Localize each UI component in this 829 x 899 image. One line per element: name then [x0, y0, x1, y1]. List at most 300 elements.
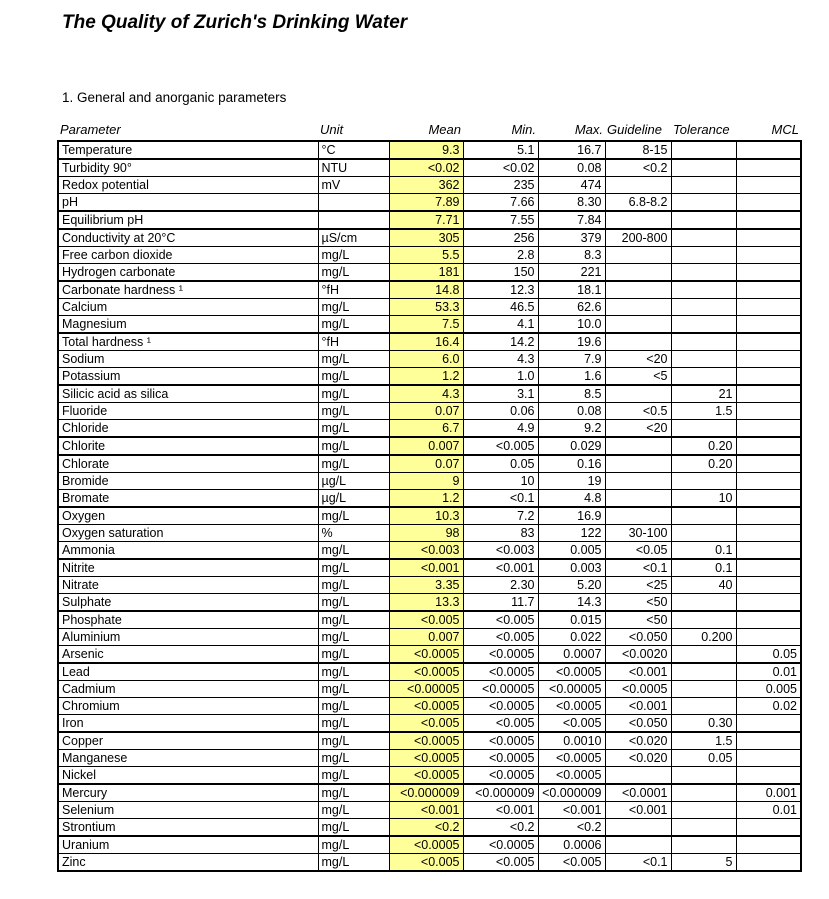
- cell-unit: mg/L: [318, 437, 389, 455]
- cell-unit: mg/L: [318, 594, 389, 612]
- cell-tolerance: 5: [671, 854, 736, 872]
- column-header-min: Min.: [511, 122, 536, 137]
- cell-tolerance: [671, 299, 736, 316]
- cell-mcl: [736, 767, 801, 785]
- cell-parameter: Calcium: [58, 299, 318, 316]
- cell-unit: mg/L: [318, 351, 389, 368]
- cell-min: 7.55: [463, 211, 538, 229]
- cell-mean: 0.007: [389, 629, 463, 646]
- cell-guideline: [605, 473, 671, 490]
- cell-mcl: [736, 368, 801, 386]
- cell-unit: mg/L: [318, 732, 389, 750]
- table-row: [58, 611, 801, 629]
- cell-guideline: [605, 490, 671, 508]
- cell-mean: <0.0005: [389, 767, 463, 785]
- table-row: [58, 159, 801, 177]
- cell-mean: <0.005: [389, 854, 463, 872]
- cell-parameter: Chromium: [58, 698, 318, 715]
- cell-guideline: <0.1: [605, 559, 671, 577]
- cell-mean: <0.00005: [389, 681, 463, 698]
- cell-parameter: Oxygen saturation: [58, 525, 318, 542]
- cell-max: 9.2: [538, 420, 605, 438]
- cell-tolerance: [671, 802, 736, 819]
- cell-parameter: Aluminium: [58, 629, 318, 646]
- table-row: [58, 211, 801, 229]
- cell-unit: mg/L: [318, 767, 389, 785]
- cell-mean: 3.35: [389, 577, 463, 594]
- cell-guideline: [605, 247, 671, 264]
- cell-tolerance: [671, 229, 736, 247]
- cell-mcl: [736, 141, 801, 159]
- column-header-parameter: Parameter: [60, 122, 121, 137]
- table-row: [58, 629, 801, 646]
- cell-mcl: [736, 437, 801, 455]
- cell-mean: 98: [389, 525, 463, 542]
- cell-mcl: 0.001: [736, 784, 801, 802]
- cell-guideline: [605, 211, 671, 229]
- cell-tolerance: [671, 316, 736, 334]
- cell-mean: <0.0005: [389, 750, 463, 767]
- cell-guideline: <0.020: [605, 750, 671, 767]
- cell-guideline: <0.2: [605, 159, 671, 177]
- cell-min: 4.9: [463, 420, 538, 438]
- cell-parameter: Carbonate hardness ¹: [58, 281, 318, 299]
- table-row: [58, 802, 801, 819]
- cell-guideline: <0.5: [605, 403, 671, 420]
- table-row: [58, 542, 801, 560]
- cell-max: 16.7: [538, 141, 605, 159]
- cell-min: <0.001: [463, 802, 538, 819]
- cell-parameter: Lead: [58, 663, 318, 681]
- cell-guideline: [605, 767, 671, 785]
- cell-guideline: <25: [605, 577, 671, 594]
- table-row: [58, 854, 801, 872]
- cell-unit: mg/L: [318, 403, 389, 420]
- cell-mean: <0.000009: [389, 784, 463, 802]
- cell-max: 0.015: [538, 611, 605, 629]
- cell-guideline: [605, 455, 671, 473]
- cell-mean: 0.007: [389, 437, 463, 455]
- table-row: [58, 455, 801, 473]
- table-row: [58, 264, 801, 282]
- cell-max: 10.0: [538, 316, 605, 334]
- cell-parameter: Manganese: [58, 750, 318, 767]
- table-row: [58, 577, 801, 594]
- cell-unit: mg/L: [318, 784, 389, 802]
- cell-guideline: [605, 299, 671, 316]
- cell-mean: <0.2: [389, 819, 463, 837]
- cell-min: 235: [463, 177, 538, 194]
- cell-unit: [318, 211, 389, 229]
- cell-guideline: <0.0001: [605, 784, 671, 802]
- cell-guideline: [605, 316, 671, 334]
- column-header-guideline: Guideline: [607, 122, 662, 137]
- table-row: [58, 784, 801, 802]
- cell-unit: °C: [318, 141, 389, 159]
- cell-min: 0.05: [463, 455, 538, 473]
- cell-min: 150: [463, 264, 538, 282]
- cell-mcl: [736, 299, 801, 316]
- cell-min: <0.005: [463, 715, 538, 733]
- cell-parameter: Chlorite: [58, 437, 318, 455]
- cell-guideline: [605, 819, 671, 837]
- cell-min: <0.005: [463, 611, 538, 629]
- cell-mean: 1.2: [389, 368, 463, 386]
- cell-mcl: [736, 732, 801, 750]
- cell-mcl: 0.02: [736, 698, 801, 715]
- cell-unit: mg/L: [318, 629, 389, 646]
- cell-tolerance: [671, 594, 736, 612]
- table-row: [58, 559, 801, 577]
- cell-max: 7.9: [538, 351, 605, 368]
- cell-parameter: Nitrite: [58, 559, 318, 577]
- section-heading: 1. General and anorganic parameters: [62, 90, 287, 105]
- cell-max: 0.003: [538, 559, 605, 577]
- cell-mcl: 0.01: [736, 663, 801, 681]
- table-row: [58, 732, 801, 750]
- cell-unit: mg/L: [318, 542, 389, 560]
- cell-max: <0.000009: [538, 784, 605, 802]
- cell-mean: 53.3: [389, 299, 463, 316]
- cell-guideline: <50: [605, 594, 671, 612]
- cell-guideline: <0.001: [605, 663, 671, 681]
- cell-mcl: [736, 247, 801, 264]
- cell-parameter: Magnesium: [58, 316, 318, 334]
- cell-parameter: Copper: [58, 732, 318, 750]
- cell-tolerance: [671, 194, 736, 212]
- cell-max: 5.20: [538, 577, 605, 594]
- cell-unit: mg/L: [318, 715, 389, 733]
- cell-parameter: Chlorate: [58, 455, 318, 473]
- table-row: [58, 385, 801, 403]
- cell-unit: µS/cm: [318, 229, 389, 247]
- cell-parameter: Arsenic: [58, 646, 318, 664]
- cell-max: 19: [538, 473, 605, 490]
- cell-max: 0.08: [538, 403, 605, 420]
- cell-tolerance: [671, 525, 736, 542]
- cell-mcl: [736, 542, 801, 560]
- cell-tolerance: [671, 177, 736, 194]
- cell-min: 46.5: [463, 299, 538, 316]
- table-body: [58, 141, 801, 871]
- cell-mean: <0.005: [389, 611, 463, 629]
- cell-min: <0.005: [463, 629, 538, 646]
- cell-min: <0.0005: [463, 663, 538, 681]
- cell-parameter: Iron: [58, 715, 318, 733]
- cell-mean: 1.2: [389, 490, 463, 508]
- cell-min: 2.8: [463, 247, 538, 264]
- cell-mcl: [736, 629, 801, 646]
- cell-mcl: [736, 403, 801, 420]
- cell-parameter: Total hardness ¹: [58, 333, 318, 351]
- cell-guideline: [605, 836, 671, 854]
- cell-min: 7.2: [463, 507, 538, 525]
- cell-mcl: [736, 177, 801, 194]
- cell-min: 14.2: [463, 333, 538, 351]
- cell-min: <0.003: [463, 542, 538, 560]
- cell-tolerance: [671, 368, 736, 386]
- cell-tolerance: 1.5: [671, 732, 736, 750]
- cell-min: 5.1: [463, 141, 538, 159]
- cell-tolerance: [671, 247, 736, 264]
- cell-unit: mg/L: [318, 455, 389, 473]
- cell-min: 83: [463, 525, 538, 542]
- cell-guideline: [605, 333, 671, 351]
- cell-mcl: [736, 559, 801, 577]
- cell-unit: µg/L: [318, 490, 389, 508]
- cell-tolerance: [671, 264, 736, 282]
- cell-unit: mg/L: [318, 698, 389, 715]
- cell-mcl: [736, 264, 801, 282]
- cell-parameter: Phosphate: [58, 611, 318, 629]
- cell-unit: mg/L: [318, 385, 389, 403]
- cell-unit: mg/L: [318, 836, 389, 854]
- cell-max: 16.9: [538, 507, 605, 525]
- parameters-table: [57, 122, 802, 872]
- table-row: [58, 750, 801, 767]
- cell-parameter: Chloride: [58, 420, 318, 438]
- table-row: [58, 698, 801, 715]
- cell-parameter: Mercury: [58, 784, 318, 802]
- cell-guideline: <20: [605, 420, 671, 438]
- cell-mean: <0.005: [389, 715, 463, 733]
- cell-unit: mg/L: [318, 646, 389, 664]
- cell-min: 10: [463, 473, 538, 490]
- cell-max: 0.005: [538, 542, 605, 560]
- cell-guideline: 200-800: [605, 229, 671, 247]
- cell-mcl: 0.01: [736, 802, 801, 819]
- cell-tolerance: 0.1: [671, 542, 736, 560]
- cell-mcl: [736, 385, 801, 403]
- cell-parameter: Bromate: [58, 490, 318, 508]
- cell-mcl: [736, 819, 801, 837]
- cell-max: 0.022: [538, 629, 605, 646]
- cell-min: 4.1: [463, 316, 538, 334]
- cell-guideline: [605, 437, 671, 455]
- cell-min: <0.0005: [463, 750, 538, 767]
- cell-unit: mV: [318, 177, 389, 194]
- cell-guideline: [605, 264, 671, 282]
- cell-tolerance: 21: [671, 385, 736, 403]
- cell-max: <0.2: [538, 819, 605, 837]
- cell-min: <0.0005: [463, 646, 538, 664]
- cell-parameter: Nickel: [58, 767, 318, 785]
- cell-tolerance: 0.200: [671, 629, 736, 646]
- cell-mean: 6.7: [389, 420, 463, 438]
- cell-tolerance: 0.1: [671, 559, 736, 577]
- cell-guideline: <0.020: [605, 732, 671, 750]
- cell-tolerance: 10: [671, 490, 736, 508]
- cell-mcl: [736, 525, 801, 542]
- cell-max: 379: [538, 229, 605, 247]
- table-row: [58, 368, 801, 386]
- cell-unit: mg/L: [318, 247, 389, 264]
- cell-parameter: Bromide: [58, 473, 318, 490]
- cell-parameter: Turbidity 90°: [58, 159, 318, 177]
- cell-min: <0.005: [463, 437, 538, 455]
- parameters-table-container: [57, 122, 802, 872]
- cell-guideline: 6.8-8.2: [605, 194, 671, 212]
- table-row: [58, 663, 801, 681]
- cell-max: 221: [538, 264, 605, 282]
- cell-guideline: <5: [605, 368, 671, 386]
- cell-tolerance: [671, 159, 736, 177]
- cell-tolerance: [671, 281, 736, 299]
- cell-unit: mg/L: [318, 559, 389, 577]
- cell-tolerance: 1.5: [671, 403, 736, 420]
- cell-unit: mg/L: [318, 750, 389, 767]
- table-row: [58, 194, 801, 212]
- cell-max: <0.001: [538, 802, 605, 819]
- cell-parameter: Ammonia: [58, 542, 318, 560]
- table-row: [58, 333, 801, 351]
- cell-mean: 9.3: [389, 141, 463, 159]
- cell-mean: 13.3: [389, 594, 463, 612]
- cell-mcl: [736, 455, 801, 473]
- cell-max: 0.029: [538, 437, 605, 455]
- cell-parameter: Strontium: [58, 819, 318, 837]
- table-row: [58, 403, 801, 420]
- cell-mean: 7.89: [389, 194, 463, 212]
- cell-guideline: <0.1: [605, 854, 671, 872]
- cell-max: 0.0007: [538, 646, 605, 664]
- cell-guideline: [605, 177, 671, 194]
- cell-unit: mg/L: [318, 802, 389, 819]
- cell-max: 14.3: [538, 594, 605, 612]
- cell-min: 1.0: [463, 368, 538, 386]
- cell-mean: 4.3: [389, 385, 463, 403]
- cell-mean: <0.001: [389, 559, 463, 577]
- cell-parameter: Nitrate: [58, 577, 318, 594]
- cell-tolerance: 40: [671, 577, 736, 594]
- table-row: [58, 715, 801, 733]
- cell-mean: <0.0005: [389, 732, 463, 750]
- cell-mean: 5.5: [389, 247, 463, 264]
- cell-tolerance: [671, 784, 736, 802]
- cell-tolerance: [671, 351, 736, 368]
- cell-max: 0.0006: [538, 836, 605, 854]
- cell-max: 62.6: [538, 299, 605, 316]
- cell-min: <0.1: [463, 490, 538, 508]
- cell-unit: mg/L: [318, 663, 389, 681]
- cell-guideline: <0.050: [605, 629, 671, 646]
- cell-max: 0.16: [538, 455, 605, 473]
- cell-unit: mg/L: [318, 316, 389, 334]
- cell-parameter: Redox potential: [58, 177, 318, 194]
- cell-mcl: [736, 229, 801, 247]
- cell-unit: [318, 194, 389, 212]
- cell-min: <0.02: [463, 159, 538, 177]
- cell-min: 2.30: [463, 577, 538, 594]
- table-row: [58, 681, 801, 698]
- cell-parameter: Fluoride: [58, 403, 318, 420]
- cell-tolerance: [671, 646, 736, 664]
- table-row: [58, 646, 801, 664]
- table-header-row: [58, 122, 801, 141]
- cell-max: <0.0005: [538, 663, 605, 681]
- cell-guideline: [605, 281, 671, 299]
- cell-max: 474: [538, 177, 605, 194]
- cell-mean: 10.3: [389, 507, 463, 525]
- cell-parameter: Selenium: [58, 802, 318, 819]
- cell-mean: 181: [389, 264, 463, 282]
- cell-mean: <0.0005: [389, 646, 463, 664]
- cell-guideline: <0.050: [605, 715, 671, 733]
- cell-max: 8.3: [538, 247, 605, 264]
- cell-mcl: [736, 836, 801, 854]
- cell-tolerance: 0.05: [671, 750, 736, 767]
- cell-mcl: [736, 854, 801, 872]
- cell-mcl: [736, 473, 801, 490]
- cell-unit: %: [318, 525, 389, 542]
- cell-parameter: Uranium: [58, 836, 318, 854]
- table-row: [58, 594, 801, 612]
- cell-unit: mg/L: [318, 507, 389, 525]
- cell-min: <0.00005: [463, 681, 538, 698]
- cell-max: 0.0010: [538, 732, 605, 750]
- cell-mcl: [736, 159, 801, 177]
- cell-mcl: [736, 281, 801, 299]
- cell-mean: 0.07: [389, 455, 463, 473]
- cell-mcl: [736, 594, 801, 612]
- cell-min: 12.3: [463, 281, 538, 299]
- cell-mcl: 0.005: [736, 681, 801, 698]
- cell-mean: 6.0: [389, 351, 463, 368]
- cell-tolerance: [671, 819, 736, 837]
- cell-max: 0.08: [538, 159, 605, 177]
- cell-parameter: Temperature: [58, 141, 318, 159]
- cell-unit: mg/L: [318, 368, 389, 386]
- cell-max: 4.8: [538, 490, 605, 508]
- cell-guideline: 30-100: [605, 525, 671, 542]
- cell-tolerance: [671, 211, 736, 229]
- cell-min: <0.2: [463, 819, 538, 837]
- cell-mean: <0.0005: [389, 698, 463, 715]
- cell-max: 18.1: [538, 281, 605, 299]
- cell-guideline: [605, 385, 671, 403]
- cell-unit: NTU: [318, 159, 389, 177]
- cell-mcl: [736, 611, 801, 629]
- cell-min: 3.1: [463, 385, 538, 403]
- column-header-mean: Mean: [428, 122, 461, 137]
- cell-max: 8.30: [538, 194, 605, 212]
- table-row: [58, 525, 801, 542]
- cell-parameter: Cadmium: [58, 681, 318, 698]
- cell-min: <0.0005: [463, 767, 538, 785]
- cell-mcl: [736, 490, 801, 508]
- cell-max: <0.005: [538, 715, 605, 733]
- cell-mcl: [736, 750, 801, 767]
- cell-tolerance: [671, 663, 736, 681]
- cell-max: 19.6: [538, 333, 605, 351]
- cell-mean: 9: [389, 473, 463, 490]
- cell-mcl: [736, 577, 801, 594]
- cell-mcl: 0.05: [736, 646, 801, 664]
- cell-tolerance: [671, 141, 736, 159]
- page-title: The Quality of Zurich's Drinking Water: [62, 12, 408, 33]
- cell-guideline: <20: [605, 351, 671, 368]
- table-row: [58, 836, 801, 854]
- table-row: [58, 420, 801, 438]
- cell-max: <0.0005: [538, 767, 605, 785]
- cell-max: 7.84: [538, 211, 605, 229]
- cell-parameter: pH: [58, 194, 318, 212]
- cell-min: <0.0005: [463, 732, 538, 750]
- cell-guideline: <0.0005: [605, 681, 671, 698]
- cell-max: <0.005: [538, 854, 605, 872]
- cell-tolerance: 0.30: [671, 715, 736, 733]
- table-row: [58, 141, 801, 159]
